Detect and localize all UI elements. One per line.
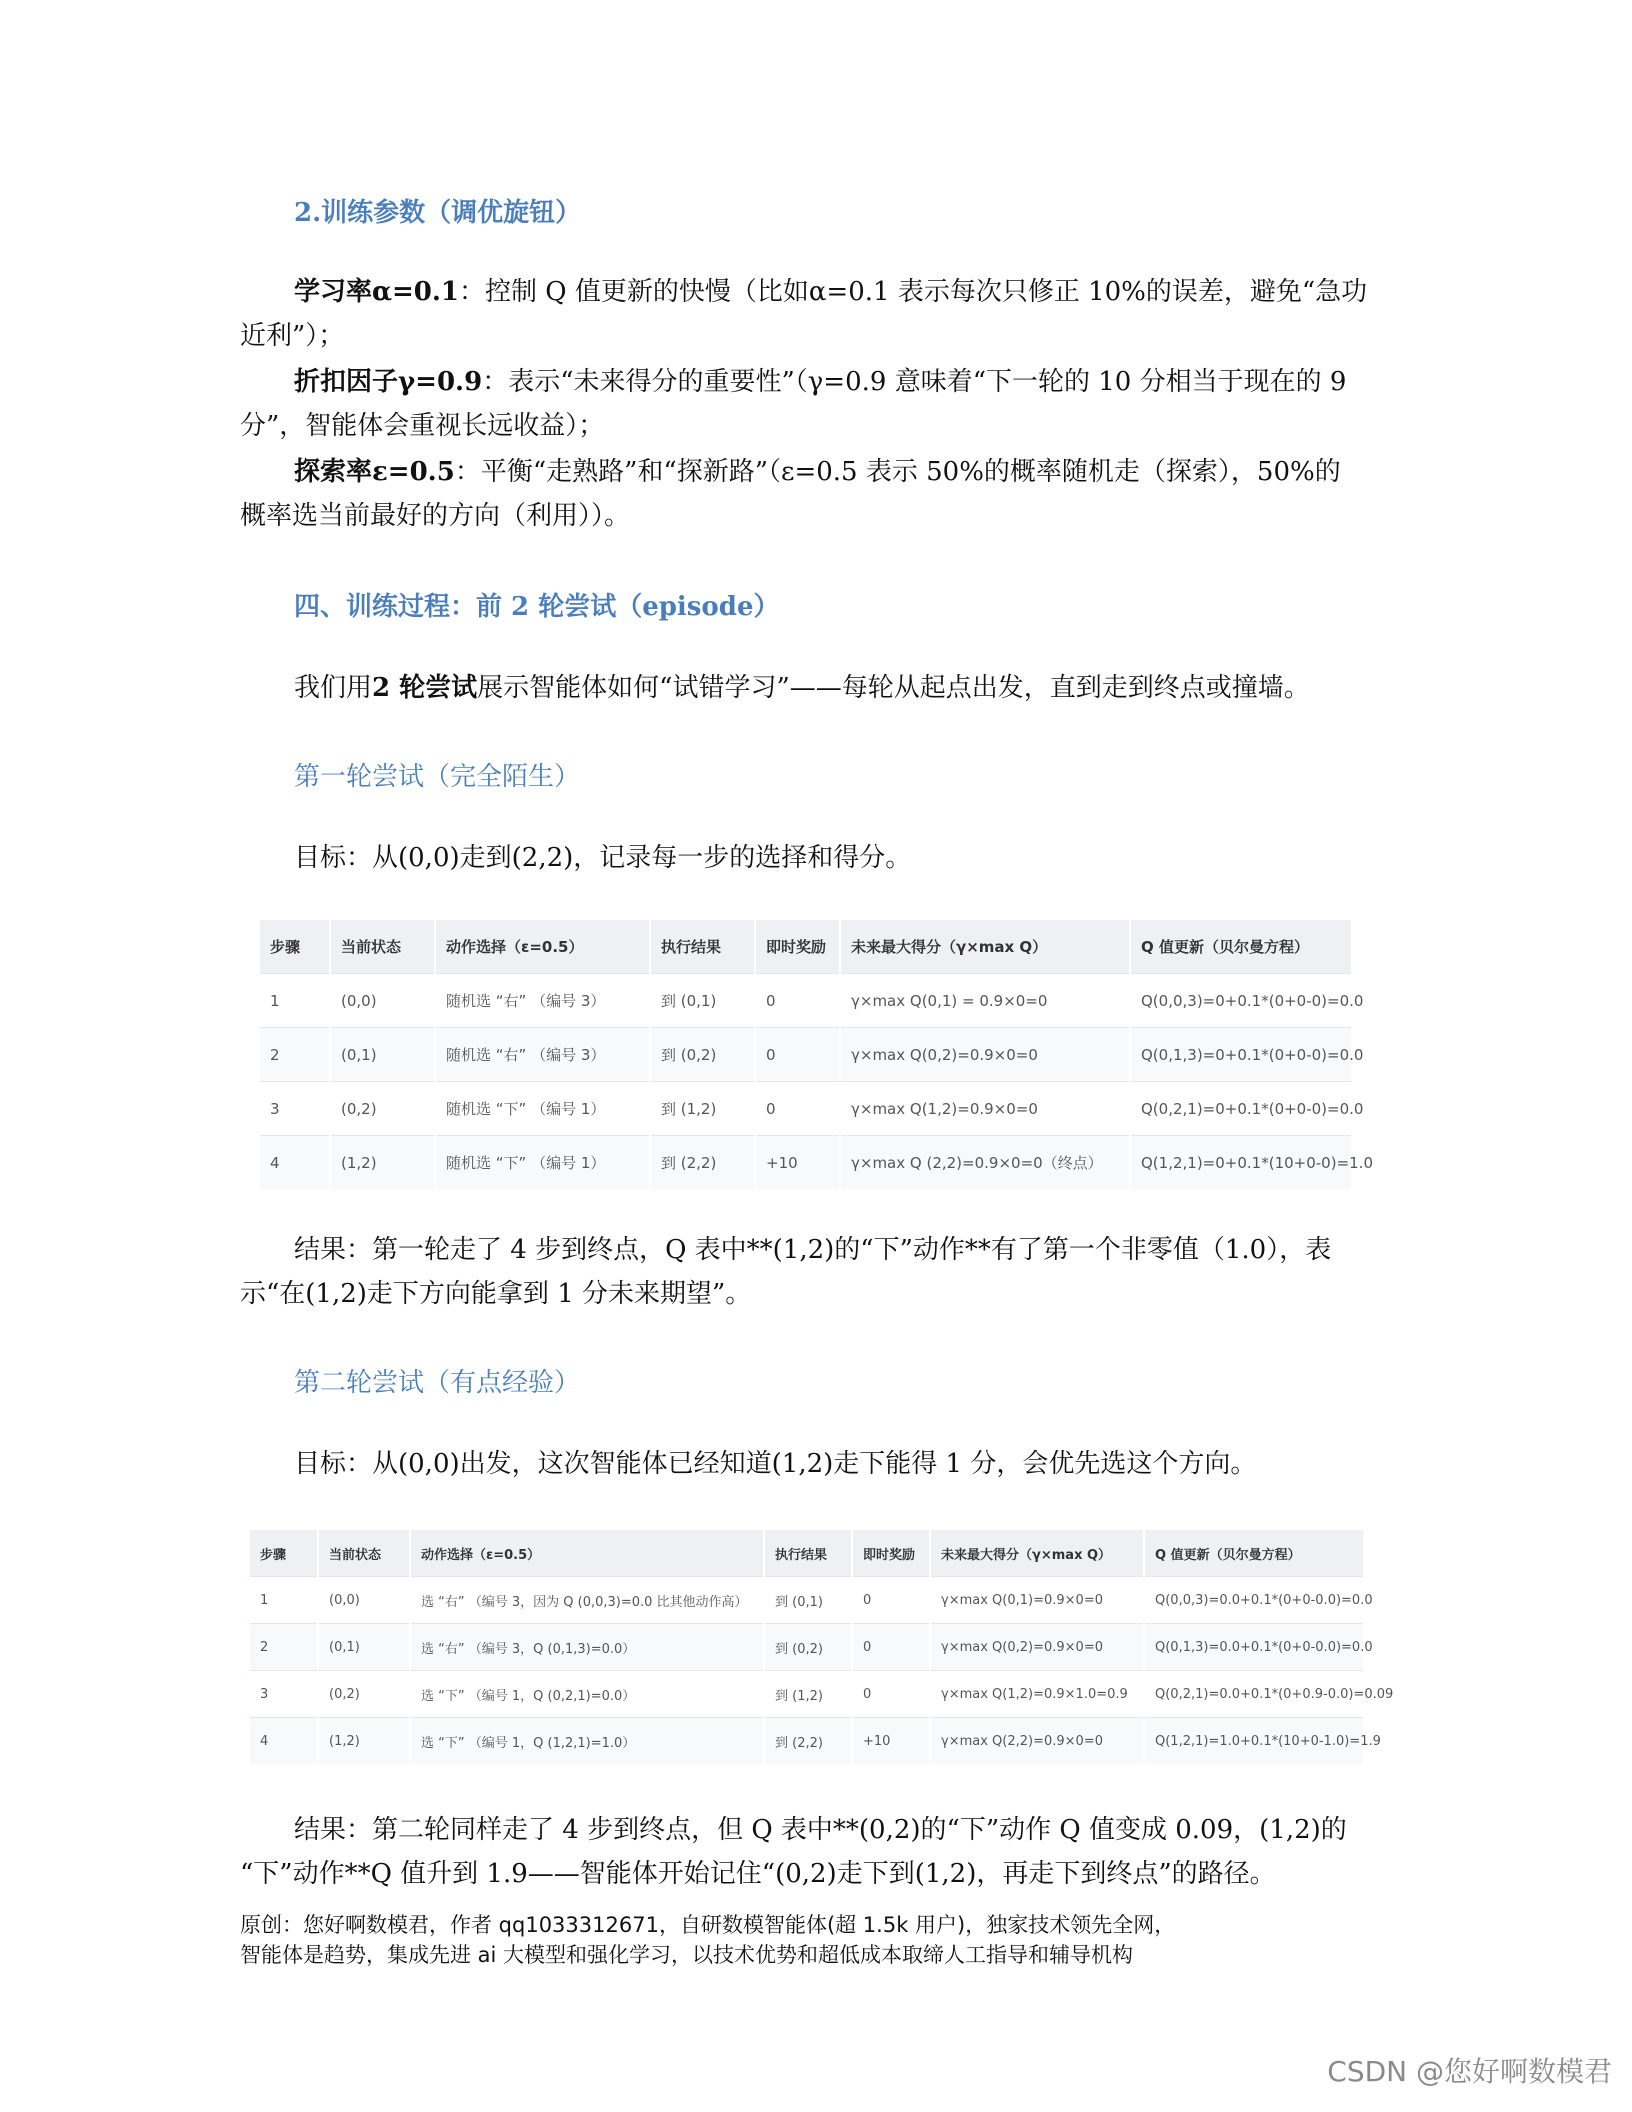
section-title-training: 四、训练过程：前 2 轮尝试（episode） [294,592,780,622]
alpha-label: 学习率α=0.1 [294,277,460,307]
cell: 随机选 “下” （编号 1） [435,1136,650,1190]
cell: 4 [260,1136,330,1190]
cell: 到 (2,2) [650,1136,755,1190]
cell: γ×max Q(1,2)=0.9×0=0 [840,1082,1130,1136]
footer-line2: 智能体是趋势，集成先进 ai 大模型和强化学习，以技术优势和超低成本取缔人工指导和辅导机构 [240,1943,1134,1967]
cell: Q(0,0,3)=0.0+0.1*(0+0-0.0)=0.0 [1144,1577,1364,1624]
intro-post: 展示智能体如何“试错学习”——每轮从起点出发，直到走到终点或撞墙。 [477,673,1310,703]
cell: γ×max Q(0,2)=0.9×0=0 [930,1624,1144,1671]
cell: 0 [755,974,840,1028]
cell: 到 (2,2) [764,1718,852,1765]
cell: γ×max Q(0,2)=0.9×0=0 [840,1028,1130,1082]
round1-result [240,1228,1400,1316]
cell: γ×max Q (2,2)=0.9×0=0（终点） [840,1136,1130,1190]
cell: (0,2) [330,1082,435,1136]
csdn-watermark: CSDN @您好啊数模君 [1327,2055,1612,2088]
cell: +10 [852,1718,930,1765]
footer-note [240,1910,1420,1970]
cell: 到 (0,2) [764,1624,852,1671]
cell: 0 [755,1028,840,1082]
alpha-text-2: 近利”）； [240,321,345,351]
table-row [260,1028,1352,1082]
table-header-row [260,920,1352,974]
th-result: 执行结果 [764,1530,852,1577]
cell: +10 [755,1136,840,1190]
round1-goal: 目标：从(0,0)走到(2,2)，记录每一步的选择和得分。 [294,843,912,873]
cell: 1 [250,1577,318,1624]
gamma-label: 折扣因子γ=0.9 [294,367,483,397]
cell: Q(0,0,3)=0+0.1*(0+0-0)=0.0 [1130,974,1352,1028]
cell: 随机选 “下” （编号 1） [435,1082,650,1136]
cell: Q(0,1,3)=0.0+0.1*(0+0-0.0)=0.0 [1144,1624,1364,1671]
eps-text-2: 概率选当前最好的方向（利用））。 [240,501,631,531]
cell: γ×max Q(0,1) = 0.9×0=0 [840,974,1130,1028]
cell: 3 [250,1671,318,1718]
gamma-text-1: ：表示“未来得分的重要性”（γ=0.9 意味着“下一轮的 10 分相当于现在的 9 [482,367,1347,397]
table-row [260,974,1352,1028]
round2-result-line1: 结果：第二轮同样走了 4 步到终点，但 Q 表中**(0,2)的“下”动作 Q 值变成 0.09，(1,2)的 [294,1815,1347,1845]
cell: γ×max Q(0,1)=0.9×0=0 [930,1577,1144,1624]
cell: 4 [250,1718,318,1765]
th-reward: 即时奖励 [755,920,840,974]
cell: 选 “下” （编号 1，Q (1,2,1)=1.0） [410,1718,764,1765]
cell: γ×max Q(1,2)=0.9×1.0=0.9 [930,1671,1144,1718]
th-step: 步骤 [250,1530,318,1577]
round1-result-line2: 示“在(1,2)走下方向能拿到 1 分未来期望”。 [240,1279,752,1309]
cell: 到 (1,2) [650,1082,755,1136]
cell: 到 (0,1) [764,1577,852,1624]
cell: 随机选 “右” （编号 3） [435,1028,650,1082]
cell: Q(0,2,1)=0+0.1*(0+0-0)=0.0 [1130,1082,1352,1136]
cell: Q(0,2,1)=0.0+0.1*(0+0.9-0.0)=0.09 [1144,1671,1364,1718]
th-state: 当前状态 [330,920,435,974]
cell: 3 [260,1082,330,1136]
cell: (0,0) [318,1577,410,1624]
round2-goal: 目标：从(0,0)出发，这次智能体已经知道(1,2)走下能得 1 分，会优先选这个方向。 [294,1449,1257,1479]
eps-label: 探索率ε=0.5 [294,457,455,487]
table-header-row [250,1530,1364,1577]
th-update: Q 值更新（贝尔曼方程） [1144,1530,1364,1577]
round1-result-line1: 结果：第一轮走了 4 步到终点，Q 表中**(1,2)的“下”动作**有了第一个非零值（1.0），表 [294,1235,1332,1265]
training-intro [294,666,1404,710]
th-action: 动作选择（ε=0.5） [435,920,650,974]
cell: 2 [260,1028,330,1082]
table-row [260,1082,1352,1136]
cell: Q(1,2,1)=0+0.1*(10+0-0)=1.0 [1130,1136,1352,1190]
cell: 到 (0,1) [650,974,755,1028]
cell: 0 [852,1577,930,1624]
th-step: 步骤 [260,920,330,974]
th-state: 当前状态 [318,1530,410,1577]
cell: 0 [852,1624,930,1671]
cell: 0 [852,1671,930,1718]
cell: 到 (0,2) [650,1028,755,1082]
th-action: 动作选择（ε=0.5） [410,1530,764,1577]
round2-table [250,1530,1394,1764]
cell: 到 (1,2) [764,1671,852,1718]
cell: (0,1) [318,1624,410,1671]
cell: (1,2) [318,1718,410,1765]
round2-result [240,1808,1420,1896]
cell: (0,0) [330,974,435,1028]
cell: 选 “右” （编号 3，因为 Q (0,0,3)=0.0 比其他动作高） [410,1577,764,1624]
cell: 0 [755,1082,840,1136]
table-row [250,1671,1364,1718]
round2-result-line2: “下”动作**Q 值升到 1.9——智能体开始记住“(0,2)走下到(1,2)，再走下到终点”的路径。 [240,1859,1276,1889]
intro-pre: 我们用 [294,673,373,703]
gamma-text-2: 分”，智能体会重视长远收益）； [240,411,605,441]
table-row [250,1718,1364,1765]
cell: 2 [250,1624,318,1671]
alpha-text-1: ：控制 Q 值更新的快慢（比如α=0.1 表示每次只修正 10%的误差，避免“急功 [459,277,1368,307]
param-epsilon [240,450,1400,538]
th-reward: 即时奖励 [852,1530,930,1577]
eps-text-1: ：平衡“走熟路”和“探新路”（ε=0.5 表示 50%的概率随机走（探索），50%的 [454,457,1341,487]
cell: (0,2) [318,1671,410,1718]
round1-title: 第一轮尝试（完全陌生） [294,762,581,792]
param-alpha [240,270,1400,358]
cell: 随机选 “右” （编号 3） [435,974,650,1028]
th-future: 未来最大得分（γ×max Q） [840,920,1130,974]
round2-title: 第二轮尝试（有点经验） [294,1368,581,1398]
cell: (1,2) [330,1136,435,1190]
cell: γ×max Q(2,2)=0.9×0=0 [930,1718,1144,1765]
cell: Q(1,2,1)=1.0+0.1*(10+0-1.0)=1.9 [1144,1718,1364,1765]
section-title-params: 2.训练参数（调优旋钮） [294,198,582,228]
cell: (0,1) [330,1028,435,1082]
param-gamma [240,360,1400,448]
th-future: 未来最大得分（γ×max Q） [930,1530,1144,1577]
table-row [260,1136,1352,1190]
table-row [250,1577,1364,1624]
cell: 选 “右” （编号 3，Q (0,1,3)=0.0） [410,1624,764,1671]
intro-bold: 2 轮尝试 [372,673,478,703]
th-result: 执行结果 [650,920,755,974]
cell: 1 [260,974,330,1028]
cell: Q(0,1,3)=0+0.1*(0+0-0)=0.0 [1130,1028,1352,1082]
table-row [250,1624,1364,1671]
footer-line1: 原创：您好啊数模君，作者 qq1033312671，自研数模智能体(超 1.5k 用户)，独家技术领先全网， [240,1913,1176,1937]
th-update: Q 值更新（贝尔曼方程） [1130,920,1352,974]
cell: 选 “下” （编号 1，Q (0,2,1)=0.0） [410,1671,764,1718]
round1-table [260,920,1373,1189]
